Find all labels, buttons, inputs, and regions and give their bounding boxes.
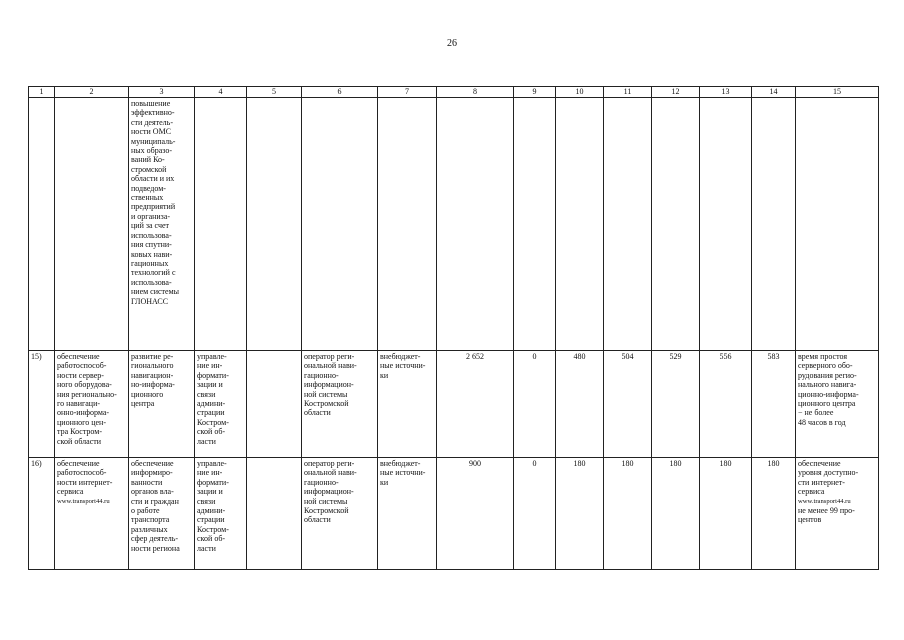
text-line: сфер деятель- — [131, 534, 179, 544]
text-line: страции — [197, 408, 225, 418]
text-line: обеспечение — [57, 459, 100, 468]
text-line: информацион- — [304, 487, 354, 497]
responsible-cell — [195, 351, 247, 458]
text-line: сти и граждан — [131, 496, 179, 506]
text-line: зации и — [197, 487, 223, 497]
program-table — [28, 86, 879, 570]
responsible-cell — [195, 458, 247, 570]
text-line: органов вла- — [131, 487, 174, 497]
text-line: работоспособ- — [57, 468, 107, 478]
text-line: управле- — [197, 459, 227, 468]
goal-cell — [129, 458, 195, 570]
year-value — [652, 98, 700, 351]
text-line: транспорта — [131, 515, 170, 525]
year-value: 504 — [604, 351, 652, 458]
text-line: 48 часов в год — [798, 417, 846, 427]
text-line: о работе — [131, 506, 160, 516]
text-line: области — [304, 515, 331, 525]
indicator-lines — [798, 459, 876, 497]
text-line: ласти — [197, 543, 216, 553]
text-line: время простоя — [798, 352, 848, 361]
source-cell — [378, 458, 437, 570]
text-line: развитие ре- — [131, 352, 174, 361]
text-line: использова- — [131, 277, 172, 287]
column-header: 12 — [652, 87, 700, 98]
text-line: работоспособ- — [57, 361, 107, 371]
text-line: Костромской — [304, 506, 349, 516]
task-cell — [55, 351, 129, 458]
text-line: информацион- — [304, 380, 354, 390]
text-line: уровня доступно- — [798, 468, 859, 478]
text-line: ния спутни- — [131, 240, 172, 250]
text-line: ционного — [131, 389, 164, 399]
site-link: www.transport44.ru — [57, 497, 110, 505]
text-line: внебюджет- — [380, 459, 421, 468]
text-line: ональной нави- — [304, 361, 357, 371]
indicator-cell — [796, 98, 879, 351]
text-line: сти интернет- — [798, 477, 845, 487]
empty-cell — [247, 351, 302, 458]
total-value: 2 652 — [437, 351, 514, 458]
text-line: информиро- — [131, 468, 173, 478]
text-line: ния регионально- — [57, 389, 117, 399]
text-line: сервиса — [57, 487, 84, 497]
text-line: гационно- — [304, 477, 339, 487]
column-header: 15 — [796, 87, 879, 98]
text-line: формати- — [197, 370, 229, 380]
text-line: Костром- — [197, 524, 229, 534]
text-line: ванности — [131, 477, 163, 487]
text-line: ности интернет- — [57, 477, 113, 487]
text-line: подведом- — [131, 183, 166, 193]
empty-cell — [247, 98, 302, 351]
text-line: области — [304, 408, 331, 418]
text-line: ных образо- — [131, 146, 173, 156]
text-line: ности сервер- — [57, 370, 104, 380]
text-line: повышение — [131, 99, 171, 108]
indicator-cell — [796, 458, 879, 570]
text-line: ной системы — [304, 496, 348, 506]
column-header: 13 — [700, 87, 752, 98]
text-line: центов — [798, 515, 822, 525]
row-number: 15) — [29, 351, 55, 458]
text-line: предприятий — [131, 202, 176, 212]
total-value — [437, 98, 514, 351]
text-line: тра Костром- — [57, 427, 102, 437]
text-line: центра — [131, 399, 155, 409]
executor-cell — [302, 458, 378, 570]
indicator-cell — [796, 351, 879, 458]
text-line: формати- — [197, 477, 229, 487]
goal-cell — [129, 351, 195, 458]
column-header: 5 — [247, 87, 302, 98]
text-line: связи — [197, 389, 216, 399]
text-line: внебюджет- — [380, 352, 421, 361]
text-line: использова- — [131, 230, 172, 240]
year-value — [700, 98, 752, 351]
text-line: Костром- — [197, 417, 229, 427]
text-line: обеспечение — [131, 459, 174, 468]
text-line: оператор реги- — [304, 459, 355, 468]
task-cell — [55, 98, 129, 351]
header-row — [29, 87, 879, 98]
text-line: ние ин- — [197, 468, 223, 478]
text-line: управле- — [197, 352, 227, 361]
text-line: ционного центра — [798, 399, 856, 409]
text-line: ки — [380, 370, 389, 380]
column-header: 7 — [378, 87, 437, 98]
year-value: 180 — [652, 458, 700, 570]
text-line: обеспечение — [798, 459, 841, 468]
total-value: 900 — [437, 458, 514, 570]
text-line: го навигаци- — [57, 399, 101, 409]
year-value: 180 — [604, 458, 652, 570]
text-line: ственных — [131, 193, 164, 203]
year-value: 583 — [752, 351, 796, 458]
text-line: ласти — [197, 436, 216, 446]
text-line: связи — [197, 496, 216, 506]
empty-cell — [247, 458, 302, 570]
year-value — [752, 98, 796, 351]
text-line: ковых нави- — [131, 249, 173, 259]
text-line: страции — [197, 515, 225, 525]
text-line: админи- — [197, 506, 226, 516]
text-line: технологий с — [131, 268, 176, 278]
executor-cell — [302, 351, 378, 458]
text-line: рудования регио- — [798, 370, 857, 380]
text-line: ской об- — [197, 534, 226, 544]
text-line: и организа- — [131, 211, 171, 221]
text-line: сервиса — [798, 487, 825, 497]
text-line: эффективно- — [131, 108, 175, 118]
responsible-cell — [195, 98, 247, 351]
text-line: сти деятель- — [131, 117, 173, 127]
year-value — [604, 98, 652, 351]
text-line: Костромской — [304, 399, 349, 409]
column-header: 4 — [195, 87, 247, 98]
text-line: ной системы — [304, 389, 348, 399]
text-line: ГЛОНАСС — [131, 296, 169, 306]
text-line: различных — [131, 524, 168, 534]
text-line: муниципаль- — [131, 136, 176, 146]
text-line: нального навига- — [798, 380, 857, 390]
text-line: ности ОМС — [131, 127, 172, 137]
column-header: 14 — [752, 87, 796, 98]
text-line: гационно- — [304, 370, 339, 380]
text-line: ние ин- — [197, 361, 223, 371]
text-line: ской области — [57, 436, 102, 446]
text-line: ные источни- — [380, 361, 426, 371]
text-line: − не более — [798, 408, 834, 418]
task-cell — [55, 458, 129, 570]
column-header: 11 — [604, 87, 652, 98]
source-cell — [378, 351, 437, 458]
executor-cell — [302, 98, 378, 351]
year-value: 180 — [752, 458, 796, 570]
text-line: ваний Ко- — [131, 155, 165, 165]
text-line: ональной нави- — [304, 468, 357, 478]
column-header: 10 — [556, 87, 604, 98]
text-line: нием системы — [131, 287, 180, 297]
text-line: области и их — [131, 174, 175, 184]
text-line: не менее 99 про- — [798, 506, 855, 516]
text-line: админи- — [197, 399, 226, 409]
column-header: 2 — [55, 87, 129, 98]
text-line: но-информа- — [131, 380, 175, 390]
row-number: 16) — [29, 458, 55, 570]
text-line: обеспечение — [57, 352, 100, 361]
year-value: 0 — [514, 458, 556, 570]
text-line: ционно-информа- — [798, 389, 859, 399]
text-line: ционного цен- — [57, 417, 106, 427]
column-header: 6 — [302, 87, 378, 98]
text-line: оператор реги- — [304, 352, 355, 361]
table-row — [29, 98, 879, 351]
indicator-tail-lines — [798, 506, 876, 525]
year-value: 180 — [700, 458, 752, 570]
year-value — [556, 98, 604, 351]
year-value: 480 — [556, 351, 604, 458]
text-line: гационных — [131, 258, 169, 268]
text-line: гионального — [131, 361, 174, 371]
year-value — [514, 98, 556, 351]
goal-cell — [129, 98, 195, 351]
text-line: стромской — [131, 164, 167, 174]
year-value: 0 — [514, 351, 556, 458]
column-header: 3 — [129, 87, 195, 98]
text-line: ки — [380, 477, 389, 487]
year-value: 556 — [700, 351, 752, 458]
task-lines — [57, 459, 126, 497]
text-line: ности региона — [131, 543, 180, 553]
text-line: навигацион- — [131, 370, 174, 380]
text-line: серверного обо- — [798, 361, 853, 371]
year-value: 180 — [556, 458, 604, 570]
source-cell — [378, 98, 437, 351]
table-row — [29, 351, 879, 458]
text-line: онно-информа- — [57, 408, 110, 418]
site-link: www.transport44.ru — [798, 497, 851, 505]
text-line: ные источни- — [380, 468, 426, 478]
text-line: ской об- — [197, 427, 226, 437]
row-number — [29, 98, 55, 351]
year-value: 529 — [652, 351, 700, 458]
text-line: ций за счет — [131, 221, 170, 231]
text-line: зации и — [197, 380, 223, 390]
column-header: 9 — [514, 87, 556, 98]
column-header: 1 — [29, 87, 55, 98]
text-line: ного оборудова- — [57, 380, 112, 390]
page-number: 26 — [447, 38, 457, 49]
table-row — [29, 458, 879, 570]
column-header: 8 — [437, 87, 514, 98]
